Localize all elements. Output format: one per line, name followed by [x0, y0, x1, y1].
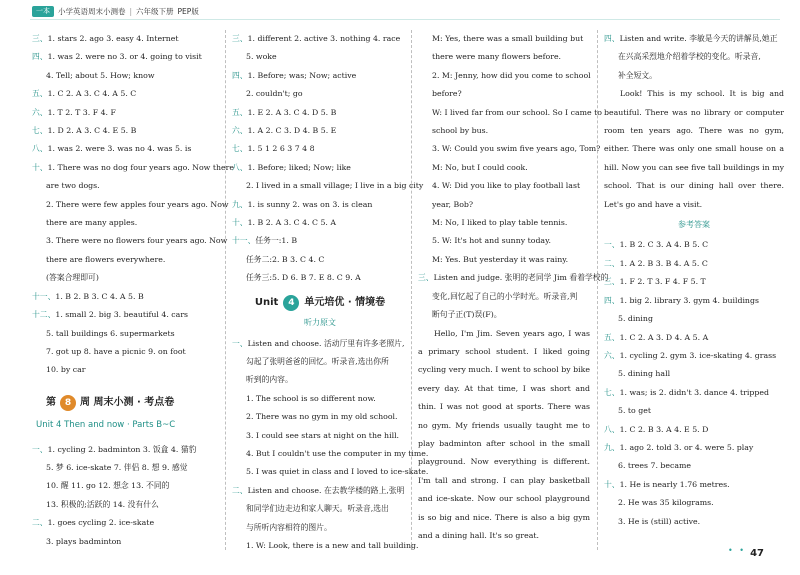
answer-text: 任务一:1. B: [255, 236, 298, 246]
question-number: 四、: [604, 34, 620, 43]
question-number: 十一、: [232, 236, 256, 246]
unit-title: 单元培优 · 情境卷: [304, 296, 386, 308]
answer-key-heading: 参考答案: [678, 220, 710, 230]
answer-line: [604, 365, 784, 383]
answer-text: 3. I could see stars at night on the hill.: [246, 430, 400, 440]
question-number: 二、: [232, 485, 248, 495]
answer-text: 1. B 2. B 3. C 4. A 5. B: [55, 291, 144, 301]
answer-text: 2. He was 35 kilograms.: [618, 498, 714, 508]
answer-text: 4. But I couldn't use the computer in my time.: [246, 448, 429, 458]
question-number: 十二、: [32, 310, 56, 320]
question-number: 八、: [232, 162, 248, 172]
answer-text: year, Bob?: [432, 199, 474, 209]
question-number: 六、: [604, 350, 620, 360]
answer-line: [32, 104, 222, 122]
answer-text: 5. to get: [618, 406, 651, 416]
answer-text: M: Yes, there was a small building but: [432, 34, 584, 43]
answer-text: 10. by car: [46, 365, 86, 375]
answer-column-3: [418, 30, 609, 545]
answer-line: [604, 421, 784, 439]
answer-line: [32, 325, 222, 343]
answer-line: [32, 196, 229, 214]
answer-line: [32, 140, 222, 158]
answer-text: are two dogs.: [46, 181, 100, 191]
edition-label: PEP版: [177, 6, 199, 16]
answer-line: [232, 269, 408, 287]
answer-text: 2. couldn't; go: [246, 89, 303, 99]
answer-text: 1. There was no dog four years ago. Now there: [47, 162, 234, 172]
answer-line: [32, 477, 222, 495]
answer-column-1: [32, 30, 234, 551]
answer-line: [232, 390, 408, 408]
week-number-badge: 8: [60, 395, 76, 411]
answer-line: [604, 48, 784, 66]
answer-text: 1. C 2. B 3. A 4. E 5. D: [619, 424, 709, 434]
answer-text: 勾起了张明爸爸的回忆。听录音,选出你所: [246, 356, 389, 366]
question-number: 一、: [604, 240, 620, 250]
answer-text: 5. W: It's hot and sunny today.: [432, 236, 551, 246]
question-number: 六、: [232, 126, 248, 136]
answer-text: M: No, I liked to play table tennis.: [432, 218, 568, 228]
question-number: 六、: [32, 107, 48, 117]
answer-line: [604, 67, 784, 85]
answer-text: 1. big 2. library 3. gym 4. buildings: [619, 295, 759, 305]
answer-line: [604, 236, 784, 254]
answer-line: [232, 140, 408, 158]
answer-line: [232, 500, 408, 518]
answer-line: [32, 269, 222, 287]
answer-line: [604, 513, 784, 531]
answer-line: [32, 85, 222, 103]
answer-line: [418, 251, 590, 269]
answer-line: [232, 408, 408, 426]
answer-line: [232, 104, 408, 122]
answer-line: [232, 177, 424, 195]
answer-text: 6. trees 7. became: [618, 461, 692, 471]
answer-line: [232, 353, 408, 371]
week-prefix: 第: [46, 396, 56, 408]
answer-text: 2. There was no gym in my old school.: [246, 412, 398, 422]
answer-line: [232, 427, 408, 445]
answer-text: 补全短文。: [618, 70, 657, 80]
answer-text: 1. cycling 2. gym 3. ice-skating 4. grass: [619, 350, 777, 360]
answer-text: 1. stars 2. ago 3. easy 4. Internet: [47, 34, 179, 43]
answer-text: 3. He is (still) active.: [618, 516, 701, 526]
answer-line: [232, 85, 408, 103]
answer-text: 2. M: Jenny, how did you come to school: [432, 70, 591, 80]
answer-line: [418, 196, 590, 214]
answer-text: 1. B 2. C 3. A 4. B 5. C: [619, 240, 709, 250]
answer-text: 1. T 2. T 3. F 4. F: [47, 107, 116, 117]
answer-text: 和同学们边走边和家人聊天。听录音,选出: [246, 504, 389, 514]
answer-text: 2. I lived in a small village; I live in a big city: [246, 181, 424, 191]
answer-text: 5. I was quiet in class and I loved to ice-skate.: [246, 467, 429, 477]
answer-text: 1. C 2. A 3. D 4. A 5. A: [619, 332, 709, 342]
answer-text: 1. was 2. were no 3. or 4. going to visit: [47, 52, 202, 62]
answer-line: [418, 48, 590, 66]
question-number: 七、: [32, 126, 48, 136]
answer-text: 1. different 2. active 3. nothing 4. race: [247, 34, 401, 43]
answer-text: 4. W: Did you like to play football last: [432, 181, 581, 191]
answer-text: 5. dining hall: [618, 369, 671, 379]
unit-heading: [232, 294, 408, 312]
answer-text: 1. was; is 2. didn't 3. dance 4. tripped: [619, 387, 769, 397]
answer-line: [32, 343, 222, 361]
question-number: 三、: [418, 273, 434, 283]
week-heading: [46, 394, 222, 412]
answer-text: 1. The school is so different now.: [246, 393, 376, 403]
answer-line: [604, 476, 784, 494]
week-title: 周 周末小测 · 考点卷: [80, 396, 175, 408]
answer-line: [418, 306, 590, 324]
answer-line: [32, 361, 222, 379]
answer-line: [32, 459, 222, 477]
answer-text: 3. W: Could you swim five years ago, Tom?: [432, 144, 601, 154]
answer-line: [418, 104, 602, 122]
answer-line: [418, 67, 590, 85]
answer-line: [604, 494, 784, 512]
answer-line: [604, 30, 784, 48]
answer-text: 1. He is nearly 1.76 metres.: [619, 479, 730, 489]
answer-text: 7. got up 8. have a picnic 9. on foot: [46, 346, 186, 356]
answer-line: [32, 496, 222, 514]
running-header: [32, 4, 199, 18]
answer-line: [604, 310, 784, 328]
answer-line: [604, 439, 784, 457]
answer-line: [32, 159, 234, 177]
answer-text: 1. A 2. C 3. D 4. B 5. E: [247, 126, 337, 136]
answer-text: Listen and choose. 在去教学楼的路上,张明: [247, 485, 405, 495]
answer-text: 1. W: Look, there is a new and tall building.: [246, 540, 419, 550]
answer-text: there were many flowers before.: [432, 52, 562, 62]
answer-line: [32, 288, 222, 306]
answer-text: 5. 梦 6. ice-skate 7. 伴侣 8. 想 9. 感觉: [46, 462, 188, 472]
page-dots: • •: [728, 546, 746, 555]
answer-text: 任务三:5. D 6. B 7. E 8. C 9. A: [246, 273, 361, 283]
question-number: 九、: [232, 199, 248, 209]
answer-line: [418, 214, 590, 232]
grade-label: 六年级下册: [136, 6, 174, 16]
answer-text: 任务二:2. B 3. C 4. C: [246, 254, 325, 264]
answer-text: 5. tall buildings 6. supermarkets: [46, 328, 175, 338]
column-divider: [225, 30, 226, 550]
header-rule: [30, 19, 780, 20]
answer-text: 1. was 2. were 3. was no 4. was 5. is: [47, 144, 192, 154]
question-number: 一、: [32, 444, 48, 454]
answer-line: [418, 159, 590, 177]
answer-text: 10. 醒 11. go 12. 想念 13. 不同的: [46, 481, 170, 491]
unit-prefix: Unit: [254, 296, 279, 308]
answer-line: [232, 251, 408, 269]
answer-line: [418, 85, 590, 103]
answer-line: [32, 122, 222, 140]
answer-line: [418, 269, 609, 287]
question-number: 八、: [604, 424, 620, 434]
answer-text: 1. small 2. big 3. beautiful 4. cars: [55, 310, 189, 320]
answer-text: Listen and write. 李敏是今天的讲解员,她正: [619, 34, 778, 43]
listening-passage: Hello, I'm Jim. Seven years ago, I was a primary school student. I liked going cycling very much. I went to school by bike every day. At that time, I was short and thin. I was not good at sports. There was no gym. My friends usually taught me to play badminton after school in the small playground. Now everything is different. I'm tall and strong. I can play basketball and ice-skate. Now our school playground is so big and nice. There is also a big gym and a dining hall. It's so great.: [418, 328, 590, 540]
answer-text: 断句子正(T)误(F)。: [432, 310, 502, 320]
answer-text: 在兴高采烈地介绍着学校的变化。听录音,: [618, 52, 761, 62]
answer-text: 1. D 2. A 3. C 4. E 5. B: [47, 126, 137, 136]
answer-line: [604, 457, 784, 475]
question-number: 八、: [32, 144, 48, 154]
answer-line: [232, 519, 408, 537]
answer-line: [418, 122, 590, 140]
answer-text: 1. is sunny 2. was on 3. is clean: [247, 199, 373, 209]
answer-line: [32, 533, 222, 551]
answer-text: M: No, but I could cook.: [432, 162, 528, 172]
answer-line: [232, 30, 408, 48]
answer-text: 1. Before; liked; Now; like: [247, 162, 351, 172]
answer-line: [32, 67, 222, 85]
answer-line: [232, 196, 408, 214]
series-logo: 一本: [32, 6, 54, 17]
answer-line: [604, 255, 784, 273]
question-number: 一、: [232, 338, 248, 348]
answer-line: [232, 482, 408, 500]
answer-text: 5. woke: [246, 52, 277, 62]
answer-line: [232, 335, 408, 353]
question-number: 十、: [32, 162, 48, 172]
answer-text: there are many apples.: [46, 218, 138, 228]
answer-text: 与所听内容相符的图片。: [246, 522, 332, 532]
answer-line: [232, 371, 408, 389]
question-number: 七、: [604, 387, 620, 397]
question-number: 十一、: [32, 291, 56, 301]
answer-line: [604, 292, 784, 310]
answer-line: [232, 214, 408, 232]
answer-line: [32, 30, 222, 48]
answer-line: [232, 463, 429, 481]
answer-text: 1. F 2. T 3. F 4. F 5. T: [619, 277, 706, 287]
question-number: 三、: [604, 277, 620, 287]
answer-line: [32, 48, 222, 66]
question-number: 三、: [232, 34, 248, 43]
answer-line: [604, 384, 784, 402]
answer-line: [232, 232, 408, 250]
answer-line: [604, 329, 784, 347]
page-number: 47: [750, 548, 764, 559]
answer-line: [32, 306, 222, 324]
answer-text: 1. ago 2. told 3. or 4. were 5. play: [619, 442, 754, 452]
answer-text: 1. B 2. A 3. C 4. C 5. A: [247, 218, 337, 228]
answer-line: [232, 159, 408, 177]
answer-text: 变化,回忆起了自己的小学时光。听录音,判: [432, 291, 578, 301]
answer-line: [32, 441, 222, 459]
answer-text: school by bus.: [432, 126, 489, 136]
answer-text: 4. Tell; about 5. How; know: [46, 70, 155, 80]
answer-text: there are flowers everywhere.: [46, 254, 166, 264]
unit-number-badge: 4: [283, 295, 299, 311]
question-number: 四、: [232, 70, 248, 80]
book-title: 小学英语周末小测卷: [58, 6, 126, 16]
question-number: 五、: [604, 332, 620, 342]
answer-text: 1. A 2. B 3. B 4. A 5. C: [619, 258, 708, 268]
question-number: 九、: [604, 442, 620, 452]
question-number: 二、: [604, 258, 620, 268]
question-number: 四、: [604, 295, 620, 305]
answer-column-4: [604, 30, 784, 531]
question-number: 五、: [232, 107, 248, 117]
answer-text: Listen and judge. 张明的老同学 Jim 看着学校的: [433, 273, 609, 283]
answer-text: 3. There were no flowers four years ago. Now: [46, 236, 228, 246]
answer-line: [232, 48, 408, 66]
answer-text: 1. E 2. A 3. C 4. D 5. B: [247, 107, 337, 117]
question-number: 二、: [32, 518, 48, 528]
answer-line: [418, 288, 590, 306]
answer-text: before?: [432, 89, 462, 99]
answer-line: [418, 140, 601, 158]
answer-text: (答案合理即可): [46, 273, 99, 283]
answer-text: Listen and choose. 活动厅里有许多老照片,: [247, 338, 405, 348]
answer-line: [604, 347, 784, 365]
header-separator: |: [129, 6, 133, 16]
question-number: 四、: [32, 52, 48, 62]
answer-line: [32, 251, 222, 269]
answer-text: 13. 积极的;活跃的 14. 没有什么: [46, 499, 159, 509]
answer-column-2: [232, 30, 429, 555]
answer-line: [32, 177, 222, 195]
answer-text: 5. dining: [618, 314, 653, 324]
answer-text: 1. 5 1 2 6 3 7 4 8: [247, 144, 315, 154]
answer-line: [32, 514, 222, 532]
answer-line: [418, 30, 590, 48]
answer-line: [418, 177, 590, 195]
answer-text: 听到的内容。: [246, 375, 293, 385]
question-number: 十、: [232, 218, 248, 228]
answer-text: 3. plays badminton: [46, 536, 122, 546]
answer-text: 1. C 2. A 3. C 4. A 5. C: [47, 89, 137, 99]
answer-line: [604, 273, 784, 291]
question-number: 十、: [604, 479, 620, 489]
question-number: 三、: [32, 34, 48, 43]
answer-text: 1. cycling 2. badminton 3. 饭盒 4. 猫豹: [47, 444, 197, 454]
answer-text: 2. There were few apples four years ago. Now: [46, 199, 229, 209]
answer-text: M: Yes. But yesterday it was rainy.: [432, 254, 569, 264]
answer-line: [232, 537, 419, 555]
answer-line: [232, 445, 429, 463]
answer-text: 1. Before; was; Now; active: [247, 70, 357, 80]
listening-script-heading: 听力原文: [304, 318, 336, 328]
question-number: 五、: [32, 89, 48, 99]
answer-text: W: I lived far from our school. So I came to: [432, 107, 602, 117]
answer-line: [32, 214, 222, 232]
answer-line: [232, 67, 408, 85]
answer-line: [232, 122, 408, 140]
listening-passage: Look! This is my school. It is big and beautiful. There was no library or computer room ten years ago. There was no gym, either. There was only one small house on a hill. Now you can see five tall buildings in my school. That is our dining hall over there. Let's go and have a visit.: [604, 89, 784, 209]
answer-text: 1. goes cycling 2. ice-skate: [47, 518, 155, 528]
unit-parts-heading: Unit 4 Then and now · Parts B~C: [36, 420, 176, 431]
answer-line: [418, 232, 590, 250]
question-number: 七、: [232, 144, 248, 154]
answer-line: [32, 232, 228, 250]
answer-line: [604, 402, 784, 420]
